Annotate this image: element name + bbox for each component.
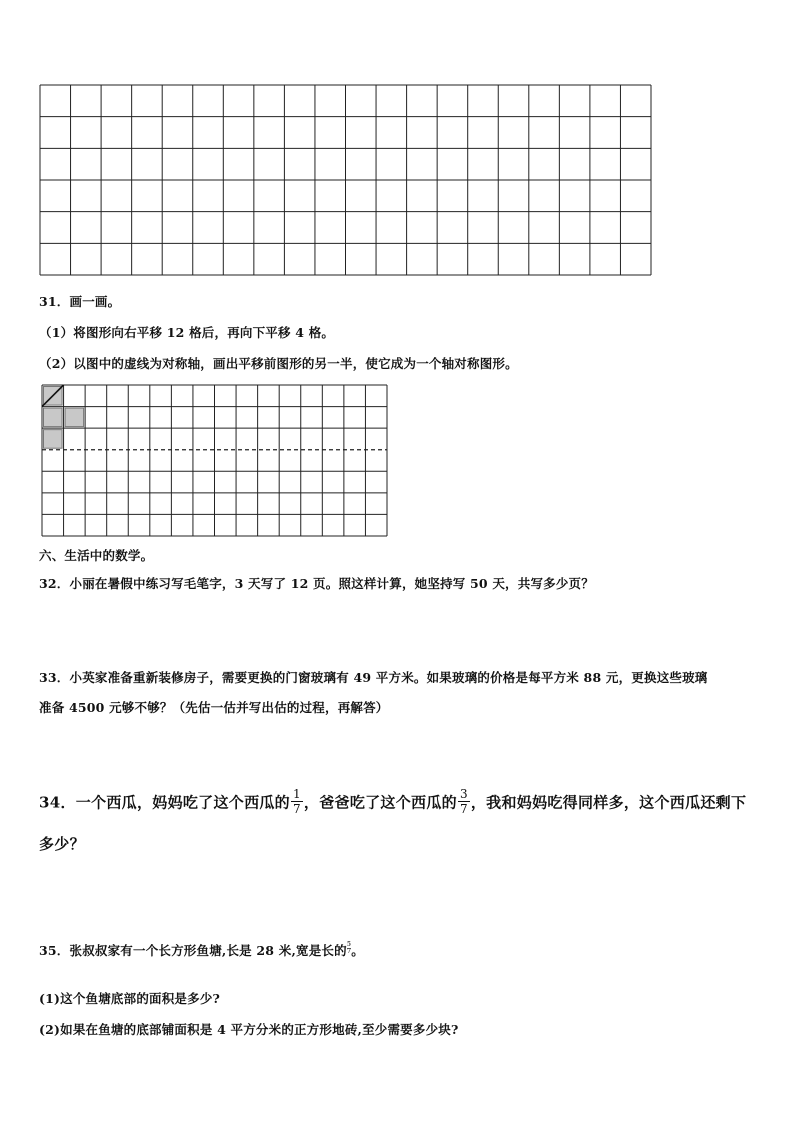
empty-square-grid [39,84,652,276]
fraction-three-sevenths [458,788,470,815]
q34-line1 [39,787,747,817]
q35-line [39,941,364,959]
shaded-cell [65,408,84,427]
q35-end: 。 [351,943,364,958]
q33-line1: 33．小英家准备重新装修房子，需要更换的门窗玻璃有 49 平方米。如果玻璃的价格是每平方米 88 元，更换这些玻璃 [39,670,708,685]
q34-line2: 多少？ [39,835,85,853]
fraction-five-sevenths [347,942,351,955]
q33-line2: 准备 4500 元够不够？（先估一估并写出估的过程，再解答） [39,700,389,715]
section-6-title: 六、生活中的数学。 [39,548,154,563]
fraction-numerator: 5 [346,941,352,948]
translation-grid [41,384,389,539]
q34-text-b: ，爸爸吃了这个西瓜的 [303,793,457,812]
q31-title: 31．画一画。 [39,294,121,309]
fraction-denominator: 7 [459,802,468,816]
fraction-numerator: 3 [459,787,468,801]
fraction-numerator: 1 [292,787,301,801]
q34-text-a: 34．一个西瓜，妈妈吃了这个西瓜的 [39,793,290,812]
fraction-denominator: 7 [346,948,352,955]
q34-text-c: ，我和妈妈吃得同样多，这个西瓜还剩下 [470,793,747,812]
fraction-one-seventh [291,788,303,815]
shaded-cell [44,408,63,427]
q35-sub1: (1)这个鱼塘底部的面积是多少? [39,991,221,1006]
q35-sub2: (2)如果在鱼塘的底部铺面积是 4 平方分米的正方形地砖,至少需要多少块? [39,1022,459,1037]
fraction-denominator: 7 [292,802,301,816]
q31-part2: （2）以图中的虚线为对称轴，画出平移前图形的另一半，使它成为一个轴对称图形。 [39,356,518,371]
q31-part1: （1）将图形向右平移 12 格后，再向下平移 4 格。 [39,325,335,340]
q35-text: 35．张叔叔家有一个长方形鱼塘,长是 28 米,宽是长的 [39,943,347,958]
shaded-cell [44,430,63,449]
q32-text: 32．小丽在暑假中练习写毛笔字，3 天写了 12 页。照这样计算，她坚持写 50 天，共写多少页？ [39,576,594,591]
